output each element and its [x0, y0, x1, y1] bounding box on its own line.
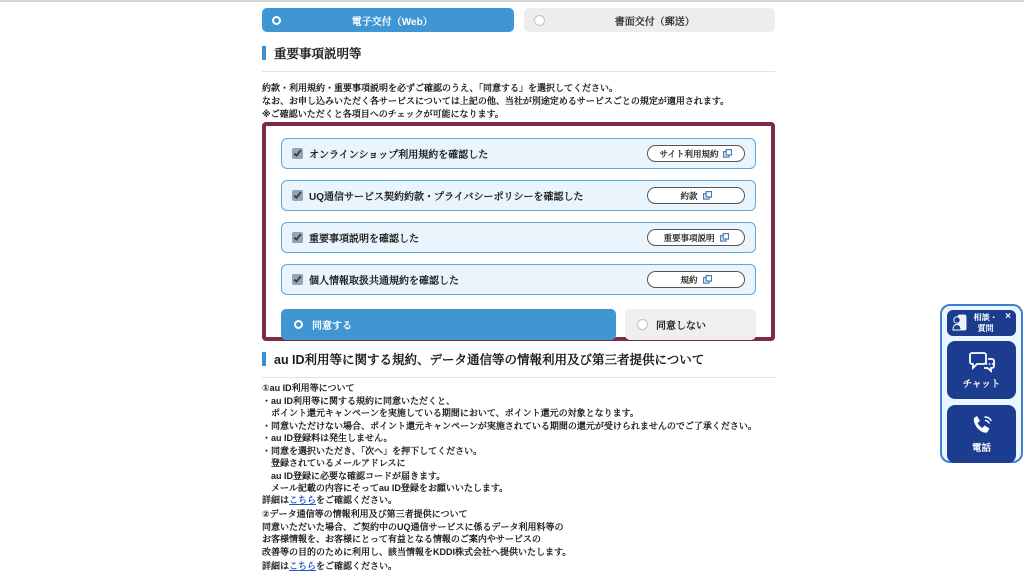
agreement-row-personal-info [281, 264, 756, 295]
terms-link-label: サイト利用規約 [659, 148, 719, 159]
external-link-icon [723, 149, 732, 158]
agreement-row-uq-terms [281, 180, 756, 211]
detail-link[interactable]: こちら [289, 495, 317, 505]
agreement-checkbox[interactable] [292, 274, 303, 285]
section-title: 重要事項説明等 [274, 47, 362, 61]
body-line: 同意いただいた場合、ご契約中のUQ通信サービスに係るデータ利用料等の [262, 521, 564, 532]
agree-button[interactable] [281, 309, 616, 340]
body-line: ・au ID利用等に関する規約に同意いただくと、 [262, 395, 456, 406]
body-line: メール記載の内容にそってau ID登録をお願いいたします。 [262, 483, 509, 493]
agreement-text: オンラインショップ利用規約を確認した [309, 150, 489, 161]
delivery-option-web-label: 電子交付（Web） [351, 16, 433, 28]
detail-line [262, 493, 397, 506]
important-matters-intro [262, 82, 729, 121]
disagree-button-label: 同意しない [656, 321, 706, 332]
agreement-text: 個人情報取扱共通規約を確認した [309, 276, 459, 287]
section-accent-bar [262, 46, 266, 60]
external-link-icon [720, 233, 729, 242]
chat-button[interactable] [947, 341, 1016, 399]
body-line: ・同意を選択いただき、「次へ」を押下してください。 [262, 445, 483, 456]
support-widget-header [947, 310, 1016, 336]
agreement-highlight-box [262, 122, 775, 341]
detail-prefix: 詳細は [262, 495, 290, 505]
terms-link-rules[interactable] [647, 271, 745, 288]
detail-link[interactable]: こちら [289, 561, 317, 571]
terms-link-label: 規約 [680, 274, 698, 285]
detail-line [262, 559, 397, 572]
body-line: ・同意いただけない場合、ポイント還元キャンペーンが実施されている期間の還元が受けられませんのでご了承ください。 [262, 420, 757, 431]
agreement-checkbox[interactable] [292, 190, 303, 201]
body-line: お客様情報を、お客様にとって有益となる情報のご案内やサービスの [262, 534, 541, 544]
body-line: 登録されているメールアドレスに [262, 458, 406, 468]
terms-link-contract[interactable] [647, 187, 745, 204]
body-line: 改善等の目的のために利用し、該当情報をKDDI株式会社へ提供いたします。 [262, 546, 572, 557]
phone-icon [969, 415, 995, 437]
section-title: au ID利用等に関する規約、データ通信等の情報利用及び第三者提供について [274, 353, 705, 367]
delivery-option-mail-label: 書面交付（郵送） [614, 16, 695, 28]
chat-bubbles-icon [969, 351, 995, 373]
radio-unselected-icon [637, 319, 648, 330]
top-divider [0, 0, 1024, 2]
body-line: ②データ通信等の情報利用及び第三者提供について [262, 509, 468, 519]
body-line: ポイント還元キャンペーンを実施している期間において、ポイント還元の対象となります。 [262, 408, 639, 418]
agree-button-label: 同意する [312, 321, 352, 332]
agreement-checkbox[interactable] [292, 232, 303, 243]
external-link-icon [703, 191, 712, 200]
intro-line: なお、お申し込みいただく各サービスについては上記の他、当社が別途定めるサービスごとの規定が適用されます。 [262, 96, 730, 106]
support-widget [940, 304, 1023, 463]
body-line: ①au ID利用等について [262, 383, 355, 393]
terms-link-label: 重要事項説明 [663, 232, 715, 243]
detail-suffix: をご確認ください。 [316, 561, 398, 571]
delivery-option-mail[interactable] [524, 8, 776, 32]
agreement-checkbox-label [292, 272, 459, 287]
section-header-important-matters [262, 44, 775, 72]
data-usage-info-block [262, 508, 571, 558]
phone-button[interactable] [947, 405, 1016, 463]
support-widget-title: 相談・質問 [973, 313, 998, 333]
intro-line: 約款・利用規約・重要事項説明を必ずご確認のうえ、「同意する」を選択してください。 [262, 83, 619, 93]
section-accent-bar [262, 352, 266, 366]
detail-prefix: 詳細は [262, 561, 290, 571]
agreement-checkbox-label [292, 146, 488, 161]
disagree-button[interactable] [625, 309, 756, 340]
phone-button-label: 電話 [971, 442, 991, 454]
detail-suffix: をご確認ください。 [316, 495, 398, 505]
chat-button-label: チャット [962, 378, 1001, 390]
close-icon[interactable]: × [1005, 311, 1011, 322]
agreement-checkbox-label [292, 188, 584, 203]
terms-link-important-matters[interactable] [647, 229, 745, 246]
au-id-info-block [262, 382, 757, 495]
consent-decision-row [281, 309, 756, 340]
radio-unselected-icon [534, 15, 545, 26]
body-line: au ID登録に必要な確認コードが届きます。 [262, 470, 446, 481]
delivery-option-web[interactable] [262, 8, 514, 32]
radio-selected-icon [294, 320, 303, 329]
agreement-checkbox[interactable] [292, 148, 303, 159]
agreement-text: UQ通信サービス契約約款・プライバシーポリシーを確認した [309, 192, 584, 203]
agreement-text: 重要事項説明を確認した [309, 234, 419, 245]
agreement-row-important-matters [281, 222, 756, 253]
intro-line: ※ご確認いただくと各項目へのチェックが可能になります。 [262, 109, 504, 119]
body-line: ・au ID登録料は発生しません。 [262, 433, 393, 443]
agreement-checkbox-label [292, 230, 419, 245]
external-link-icon [703, 275, 712, 284]
terms-link-site-rules[interactable] [647, 145, 745, 162]
radio-selected-icon [272, 16, 281, 25]
section-header-au-id [262, 350, 775, 378]
terms-link-label: 約款 [680, 190, 698, 201]
delivery-method-toggle [262, 8, 775, 32]
mascot-icon [951, 314, 967, 332]
agreement-row-online-shop [281, 138, 756, 169]
